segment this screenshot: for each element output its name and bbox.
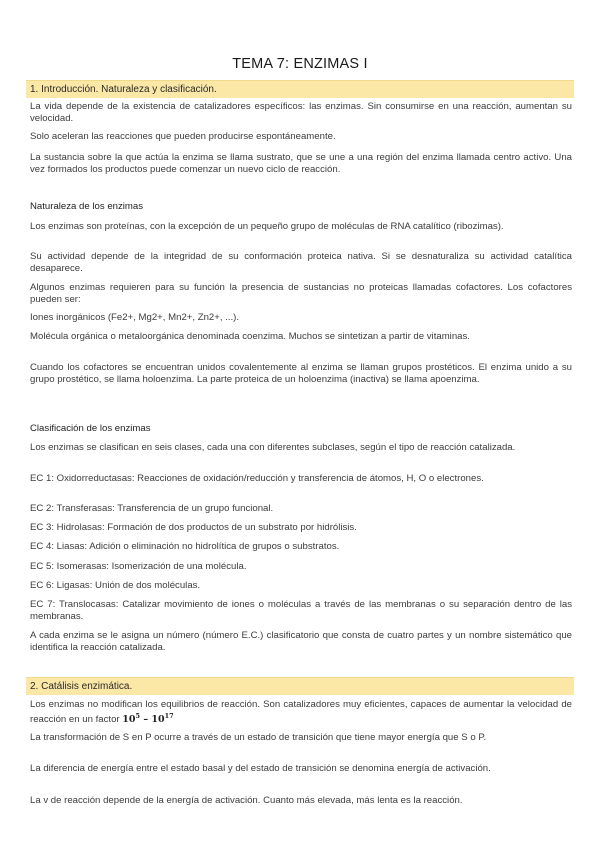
section-heading-catalisis: 2. Catálisis enzimática. <box>26 677 574 695</box>
list-item: EC 3: Hidrolasas: Formación de dos productos de un substrato por hidrólisis. <box>30 522 357 533</box>
paragraph: A cada enzima se le asigna un número (número E.C.) clasificatorio que consta de cuatro partes y un nombre sistemático que identifica la reacción catalizada. <box>30 630 572 653</box>
section-heading-introduccion: 1. Introducción. Naturaleza y clasificación. <box>26 80 574 98</box>
paragraph: La vida depende de la existencia de catalizadores específicos: las enzimas. Sin consumirse en una reacción, aumentan su velocidad. <box>30 101 572 124</box>
paragraph-text: Los enzimas no modifican los equilibrios de reacción. Son catalizadores muy eficientes, capaces de aumentar la velocidad de reacción en un factor <box>30 699 572 725</box>
paragraph: Molécula orgánica o metaloorgánica denominada coenzima. Muchos se sintetizan a partir de vitaminas. <box>30 331 470 342</box>
subheading-clasificacion: Clasificación de los enzimas <box>30 423 151 434</box>
paragraph: Algunos enzimas requieren para su función la presencia de sustancias no proteicas llamadas cofactores. Los cofactores pueden ser: <box>30 282 572 305</box>
paragraph: Su actividad depende de la integridad de su conformación proteica nativa. Si se desnaturaliza su actividad catalítica desaparece. <box>30 251 572 274</box>
paragraph-with-formula <box>30 699 572 725</box>
paragraph: La v de reacción depende de la energía de activación. Cuanto más elevada, más lenta es la reacción. <box>30 795 463 806</box>
page-title: TEMA 7: ENZIMAS I <box>232 56 368 72</box>
rate-factor-formula: $10^5 - 10^{17}$ <box>122 711 174 725</box>
paragraph: Los enzimas son proteínas, con la excepción de un pequeño grupo de moléculas de RNA catalítico (ribozimas). <box>30 221 504 232</box>
subheading-naturaleza: Naturaleza de los enzimas <box>30 201 144 212</box>
paragraph: Los enzimas se clasifican en seis clases, cada una con diferentes subclases, según el tipo de reacción catalizada. <box>30 442 516 453</box>
paragraph: La sustancia sobre la que actúa la enzima se llama sustrato, que se une a una región del enzima llamada centro activo. Una vez formados los productos puede comenzar un nuevo ciclo de reacción. <box>30 152 572 175</box>
list-item: EC 6: Ligasas: Unión de dos moléculas. <box>30 580 201 591</box>
list-item: EC 7: Translocasas: Catalizar movimiento de iones o moléculas a través de las membranas o su separación dentro de las membranas. <box>30 599 572 622</box>
paragraph: Solo aceleran las reacciones que pueden producirse espontáneamente. <box>30 131 336 142</box>
paragraph: Iones inorgánicos (Fe2+, Mg2+, Mn2+, Zn2+, ...). <box>30 312 240 323</box>
list-item: EC 1: Oxidorreductasas: Reacciones de oxidación/reducción y transferencia de átomos, H, O o electrones. <box>30 473 484 484</box>
list-item: EC 4: Liasas: Adición o eliminación no hidrolítica de grupos o substratos. <box>30 541 340 552</box>
paragraph: La transformación de S en P ocurre a través de un estado de transición que tiene mayor energía que S o P. <box>30 732 487 743</box>
paragraph: Cuando los cofactores se encuentran unidos covalentemente al enzima se llaman grupos prostéticos. El enzima unido a su grupo prostético, se llama holoenzima. La parte proteica de un holoenzima (inactiva) se llama apoenzima. <box>30 362 572 385</box>
list-item: EC 5: Isomerasas: Isomerización de una molécula. <box>30 561 247 572</box>
list-item: EC 2: Transferasas: Transferencia de un grupo funcional. <box>30 503 274 514</box>
paragraph: La diferencia de energía entre el estado basal y del estado de transición se denomina energía de activación. <box>30 763 491 774</box>
